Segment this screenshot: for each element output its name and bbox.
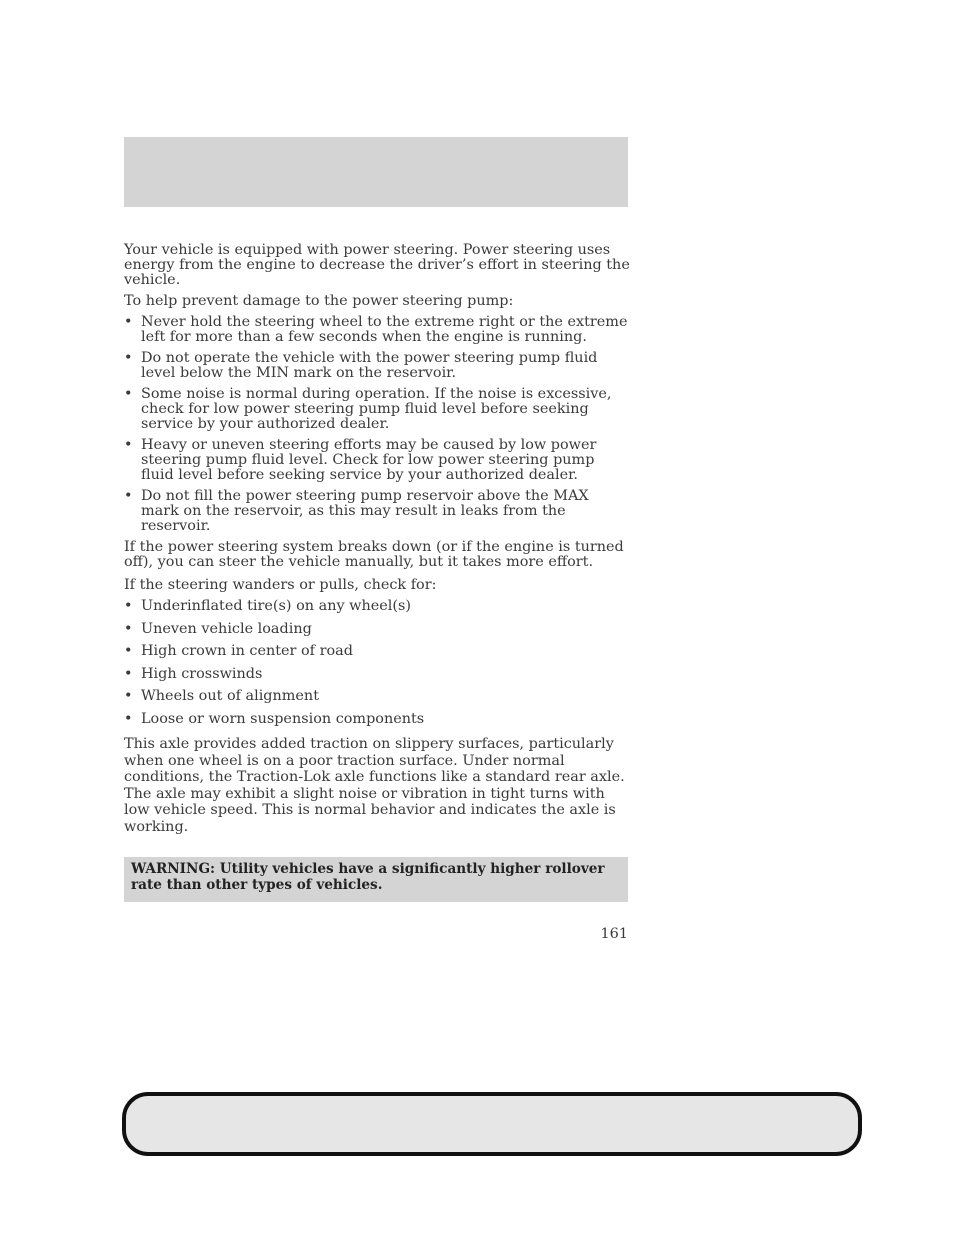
rollover-warning-box — [124, 857, 628, 902]
list-item-text: Do not fill the power steering pump reservoir above the MAX mark on the reservoir, as this may result in leaks from the reservoir. — [141, 488, 589, 534]
list-item — [124, 599, 630, 614]
bullet-icon: • — [124, 488, 133, 504]
bullet-icon: • — [124, 386, 133, 402]
footer-tab — [122, 1092, 862, 1156]
list-item-text: Do not operate the vehicle with the power steering pump fluid level below the MIN mark on the reservoir. — [141, 350, 598, 381]
list-item — [124, 667, 630, 682]
list-item — [124, 712, 630, 727]
bullet-icon: • — [124, 437, 133, 453]
bullet-icon: • — [124, 688, 133, 704]
list-item — [124, 351, 630, 381]
prevent-damage-list — [124, 315, 630, 534]
list-item — [124, 644, 630, 659]
list-item — [124, 438, 630, 483]
list-item-text: Underinflated tire(s) on any wheel(s) — [141, 598, 412, 614]
wander-lead: If the steering wanders or pulls, check for: — [124, 577, 437, 593]
list-item-text: Wheels out of alignment — [141, 688, 319, 704]
list-item-text: Never hold the steering wheel to the extreme right or the extreme left for more than a few seconds when the engine is running. — [141, 314, 628, 345]
list-item — [124, 689, 630, 704]
section-header-band — [124, 137, 628, 207]
bullet-icon: • — [124, 643, 133, 659]
prevent-damage-lead: To help prevent damage to the power steering pump: — [124, 293, 514, 309]
list-item-text: Heavy or uneven steering efforts may be caused by low power steering pump fluid level. Check for low power steering pump fluid level before seeking service by your authorized dealer. — [141, 437, 597, 483]
list-item — [124, 315, 630, 345]
list-item — [124, 387, 630, 432]
wander-check-list — [124, 599, 630, 727]
list-item-text: Uneven vehicle loading — [141, 620, 312, 637]
list-item — [124, 622, 630, 637]
page-number: 161 — [600, 926, 628, 942]
bullet-icon: • — [124, 598, 133, 614]
bullet-icon: • — [124, 620, 133, 637]
list-item-text: High crosswinds — [141, 665, 263, 682]
warning-text: WARNING: Utility vehicles have a significantly higher rollover rate than other types of vehicles. — [131, 861, 605, 893]
power-steering-intro: Your vehicle is equipped with power steering. Power steering uses energy from the engine to decrease the driver’s effort in steering the vehicle. — [124, 242, 630, 288]
bullet-icon: • — [124, 314, 133, 330]
list-item-text: Some noise is normal during operation. If the noise is excessive, check for low power steering pump fluid level before seeking service by your authorized dealer. — [141, 386, 612, 432]
list-item-text: High crown in center of road — [141, 643, 353, 659]
traction-lok-paragraph: This axle provides added traction on slippery surfaces, particularly when one wheel is on a poor traction surface. Under normal conditions, the Traction-Lok axle functions like a standard rear axle. The axle may exhibit a slight noise or vibration in tight turns with low vehicle speed. This is normal behavior and indicates the axle is working. — [124, 736, 625, 835]
page-content — [124, 242, 630, 835]
bullet-icon: • — [124, 710, 133, 727]
bullet-icon: • — [124, 350, 133, 366]
list-item — [124, 489, 630, 534]
breakdown-paragraph: If the power steering system breaks down (or if the engine is turned off), you can steer the vehicle manually, but it takes more effort. — [124, 539, 624, 570]
list-item-text: Loose or worn suspension components — [141, 710, 425, 727]
bullet-icon: • — [124, 665, 133, 682]
